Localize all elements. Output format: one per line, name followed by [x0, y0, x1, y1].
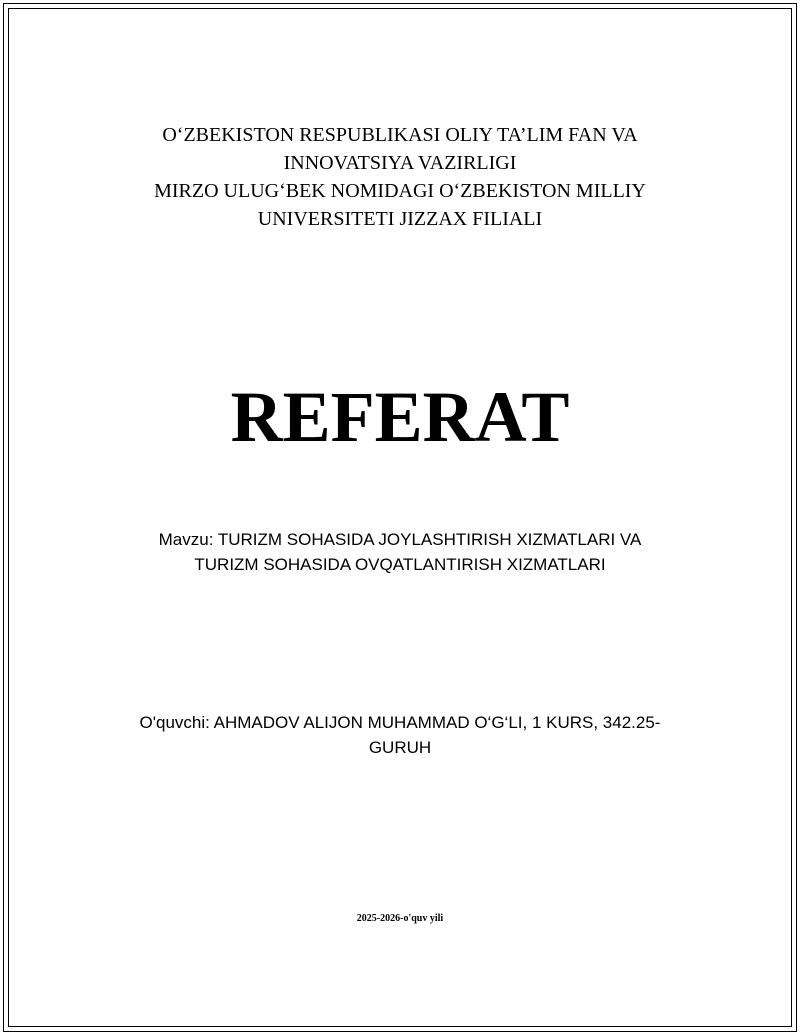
institution-line-2: INNOVATSIYA VAZIRLIGI — [283, 152, 517, 174]
institution-line-3: MIRZO ULUG‘BEK NOMIDAGI O‘ZBEKISTON MILLIY — [154, 180, 646, 202]
institution-line-1: O‘ZBEKISTON RESPUBLIKASI OLIY TA’LIM FAN VA — [162, 124, 638, 146]
academic-year: 2025-2026-o'quv yili — [356, 913, 444, 924]
topic-line-2: TURIZM SOHASIDA OVQATLANTIRISH XIZMATLARI — [194, 555, 606, 574]
institution-line-4: UNIVERSITETI JIZZAX FILIALI — [257, 208, 543, 230]
student-line-2: GURUH — [368, 738, 432, 757]
topic-line-1: Mavzu: TURIZM SOHASIDA JOYLASHTIRISH XIZMATLARI VA — [158, 530, 642, 549]
document-title: REFERAT — [230, 377, 570, 457]
student-line-1: O'quvchi: AHMADOV ALIJON MUHAMMAD O‘G‘LI, 1 KURS, 342.25- — [139, 713, 661, 732]
